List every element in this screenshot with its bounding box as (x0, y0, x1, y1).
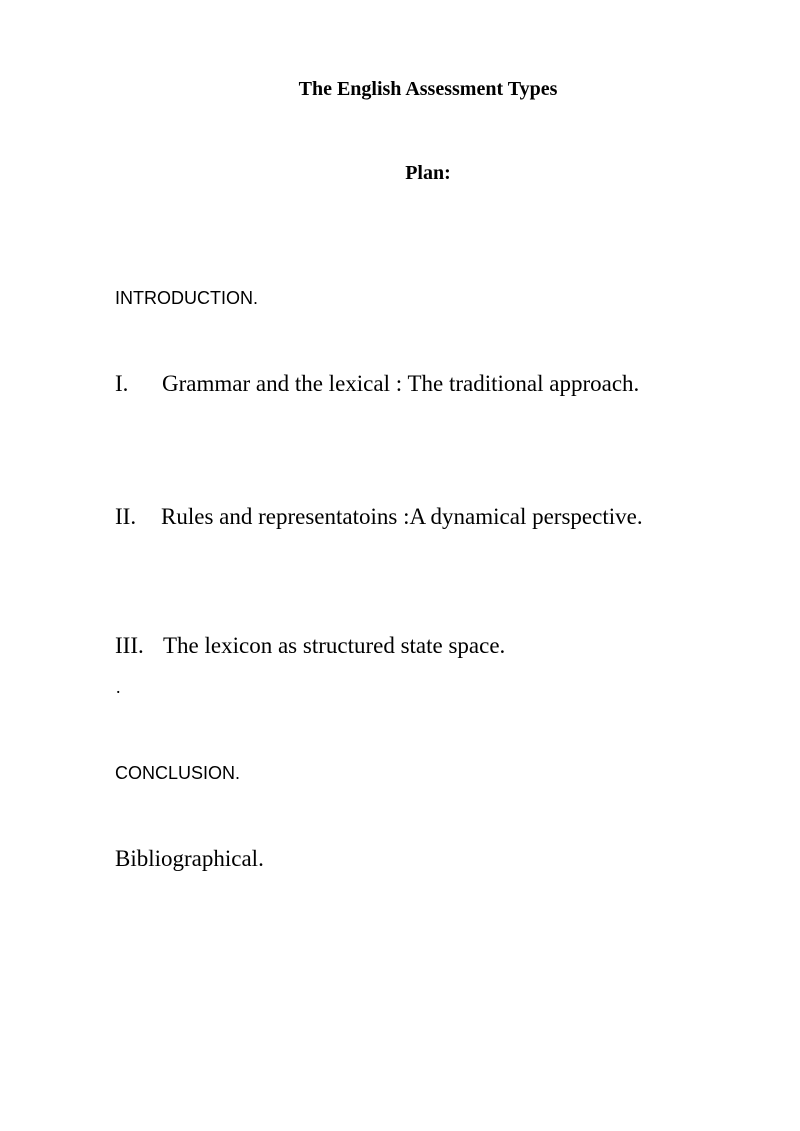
introduction-heading: INTRODUCTION. (115, 288, 258, 308)
section-item-3 (115, 632, 505, 660)
conclusion-heading: CONCLUSION. (115, 763, 241, 783)
section-item-1 (115, 370, 639, 398)
section-number: II. (115, 504, 137, 529)
bibliography-heading: Bibliographical. (115, 846, 264, 871)
section-number: III. (115, 633, 144, 658)
section-title: The lexicon as structured state space. (163, 633, 506, 658)
plan-heading: Plan: (405, 162, 451, 184)
section-title: Rules and representatoins :A dynamical perspective. (161, 504, 643, 529)
separator-dot: . (116, 677, 121, 697)
section-number: I. (115, 371, 129, 396)
section-item-2 (115, 503, 643, 531)
document-title: The English Assessment Types (298, 78, 558, 100)
section-title: Grammar and the lexical : The traditional approach. (162, 371, 640, 396)
